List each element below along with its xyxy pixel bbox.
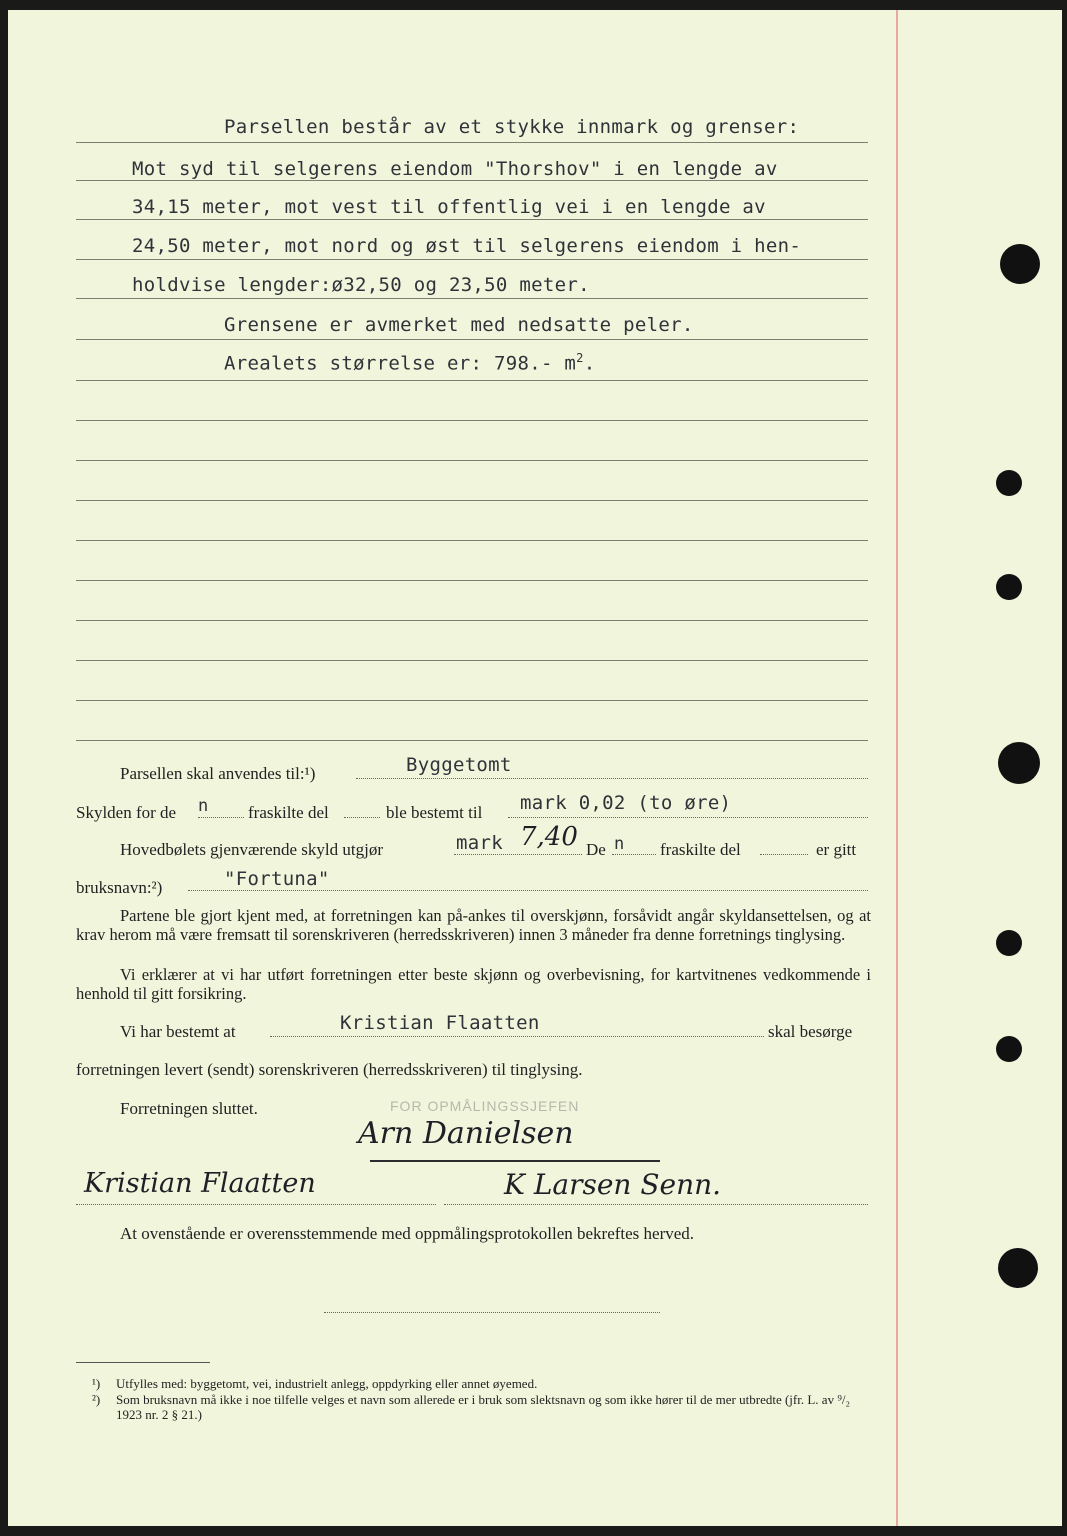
skyld-dotted-3: [508, 817, 868, 818]
ruled-line: [76, 540, 868, 541]
signature-buyer: Kristian Flaatten: [84, 1168, 316, 1199]
bestemt-value: Kristian Flaatten: [340, 1012, 540, 1034]
hoved-value: mark: [456, 832, 503, 854]
footnote-2-mark: ²): [92, 1392, 101, 1407]
footnote-divider: [76, 1362, 210, 1363]
typed-line-2: Mot syd til selgerens eiendom "Thorshov" i en lengde av: [132, 158, 778, 180]
skyld-value: mark 0,02 (to øre): [520, 792, 732, 814]
ruled-line: [76, 460, 868, 461]
ruled-line: [76, 700, 868, 701]
binder-hole: [996, 1036, 1022, 1062]
signature-surveyor: Arn Danielsen: [358, 1116, 574, 1151]
skyld-label-a: Skylden for de: [76, 803, 177, 822]
ruled-line: [76, 180, 868, 181]
bestemt-label: Vi har bestemt at: [120, 1022, 236, 1041]
binder-hole: [998, 1248, 1038, 1288]
footnote-1: [92, 1376, 876, 1391]
official-stamp: FOR OPMÅLINGSSJEFEN: [390, 1098, 580, 1114]
footnote-1-mark: ¹): [92, 1376, 101, 1391]
typed-line-3: 34,15 meter, mot vest til offentlig vei i en lengde av: [132, 196, 766, 218]
typed-line-5: holdvise lengder:ø32,50 og 23,50 meter.: [132, 274, 590, 296]
sluttet-line: Forretningen sluttet.: [120, 1099, 258, 1118]
certification-line: At ovenstående er overensstemmende med oppmålingsprotokollen bekreftes herved.: [120, 1224, 695, 1243]
ruled-line: [76, 298, 868, 299]
hoved-gitt: er gitt: [816, 840, 857, 859]
area-period: .: [583, 352, 596, 375]
margin-rule: [896, 10, 898, 1526]
typed-line-1: Parsellen består av et stykke innmark og grenser:: [224, 116, 800, 138]
skyld-label-c: ble bestemt til: [386, 803, 483, 822]
use-label: Parsellen skal anvendes til:¹): [120, 764, 316, 783]
bestemt-tail: skal besørge: [768, 1022, 853, 1041]
certification-dotted-line: [324, 1312, 660, 1313]
bruks-label: bruksnavn:²): [76, 878, 163, 897]
area-superscript: 2: [576, 351, 584, 365]
hoved-dotted-2: [612, 854, 656, 855]
bruks-dotted-line: [188, 890, 868, 891]
typed-line-7: [224, 351, 595, 374]
ruled-line: [76, 660, 868, 661]
ruled-line: [76, 420, 868, 421]
footnote-1-text: Utfylles med: byggetomt, vei, industrielt anlegg, oppdyrking eller annet øyemed.: [116, 1376, 538, 1391]
signature-underline: [370, 1160, 660, 1162]
binder-hole: [996, 574, 1022, 600]
appeal-paragraph: Partene ble gjort kjent med, at forretningen kan på-ankes til overskjønn, forsåvidt angår skyldansettelsen, og at krav herom må være fremsatt til sorenskriveren (herredsskriveren) innen 3 måneder fra denne forretnings tinglysing.: [76, 906, 871, 944]
footnote-2-text: Som bruksnavn må ikke i noe tilfelle velges et navn som allerede er i bruk som slektsnavn og som ikke hører til de mer utbredte (jfr. L. av ⁹/₂ 1923 nr. 2 § 21.): [116, 1392, 850, 1422]
ruled-line: [76, 620, 868, 621]
ruled-line: [76, 219, 868, 220]
binder-hole: [996, 470, 1022, 496]
bruks-value: "Fortuna": [224, 868, 330, 890]
skyld-dotted-1: [198, 817, 244, 818]
ruled-line: [76, 500, 868, 501]
binder-hole: [1000, 244, 1040, 284]
use-dotted-line: [356, 778, 868, 779]
hoved-dotted-3: [760, 854, 808, 855]
ruled-line: [76, 380, 868, 381]
ruled-line: [76, 142, 868, 143]
signature-witness: K Larsen Senn.: [504, 1168, 722, 1201]
levert-line: forretningen levert (sendt) sorenskriveren (herredsskriveren) til tinglysing.: [76, 1060, 583, 1079]
skyld-label-b: fraskilte del: [248, 803, 329, 822]
ruled-line: [76, 580, 868, 581]
typed-line-6: Grensene er avmerket med nedsatte peler.: [224, 314, 694, 336]
skyld-n: n: [198, 796, 209, 816]
bestemt-dotted-line: [270, 1036, 764, 1037]
signature-dotted-left: [76, 1204, 436, 1205]
signature-dotted-right: [444, 1204, 868, 1205]
hoved-n: n: [614, 834, 625, 854]
binder-hole: [998, 742, 1040, 784]
footnote-2: [92, 1392, 876, 1422]
skyld-dotted-2: [344, 817, 380, 818]
hoved-dotted-1: [454, 854, 582, 855]
ruled-line: [76, 259, 868, 260]
area-text: Arealets størrelse er: 798.- m: [224, 352, 577, 375]
hoved-de: De: [586, 840, 606, 859]
binder-hole: [996, 930, 1022, 956]
hoved-handwritten-value: 7,40: [520, 822, 578, 852]
document-page: [8, 10, 1062, 1526]
typed-line-4: 24,50 meter, mot nord og øst til selgerens eiendom i hen-: [132, 235, 802, 257]
hoved-label: Hovedbølets gjenværende skyld utgjør: [120, 840, 383, 859]
ruled-line: [76, 339, 868, 340]
ruled-line: [76, 740, 868, 741]
declaration-paragraph: Vi erklærer at vi har utført forretningen etter beste skjønn og overbevisning, for kartvitnenes vedkommende i henhold til gitt forsikring.: [76, 965, 871, 1003]
hoved-fraskilte: fraskilte del: [660, 840, 741, 859]
use-value: Byggetomt: [406, 754, 512, 776]
